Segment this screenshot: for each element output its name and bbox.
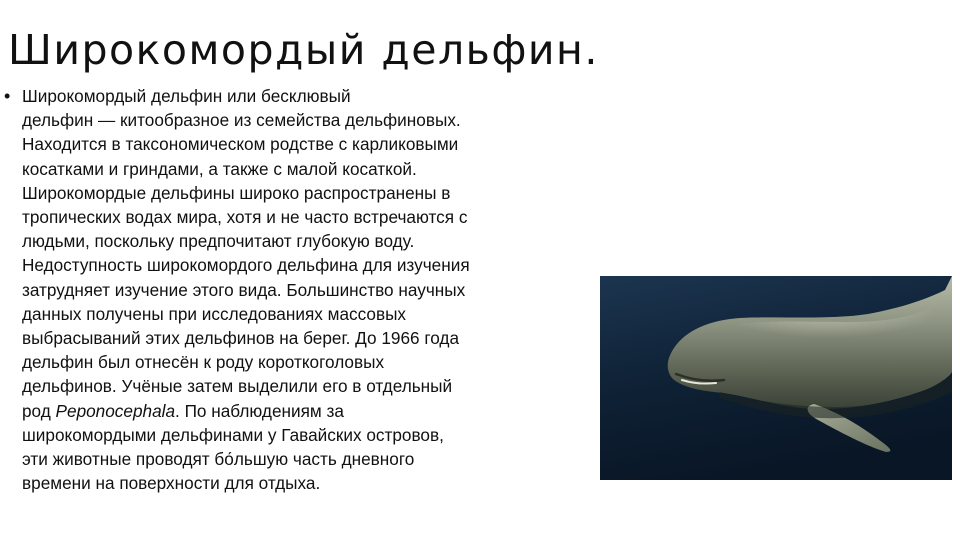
text-line-14 (22, 399, 579, 423)
text-line-2: дельфин — китообразное из семейства дельфиновых. (22, 110, 461, 131)
text-line-7: людьми, поскольку предпочитают глубокую воду. (22, 231, 415, 252)
text-line-8: Недоступность широкомордого дельфина для изучения (22, 255, 470, 276)
text-line-15: широкомордыми дельфинами у Гавайских островов, (22, 424, 444, 445)
text-line-1: Широкомордый дельфин или бесклювый (22, 86, 351, 106)
text-line-11: выбрасываний этих дельфинов на берег. До 1966 года (22, 328, 460, 349)
text-line-5: Широкомордые дельфины широко распространены в (22, 182, 451, 203)
text-line-14-before: род (22, 400, 56, 421)
text-line-14-after: . По наблюдениям за (175, 400, 344, 421)
text-line-13: дельфинов. Учёные затем выделили его в отдельный (22, 376, 453, 397)
bullet-item (4, 84, 579, 495)
genus-name: Peponocephala (55, 400, 176, 421)
text-line-16: эти животные проводят бо́льшую часть дневного (22, 449, 415, 470)
bullet-paragraph (22, 84, 579, 495)
text-line-6: тропических водах мира, хотя и не часто встречаются с (22, 207, 468, 228)
slide-title: Широкомордый дельфин. (8, 26, 599, 74)
text-line-9: затрудняет изучение этого вида. Большинство научных (22, 279, 466, 300)
text-line-17: времени на поверхности для отдыха. (22, 473, 321, 494)
text-line-3: Находится в таксономическом родстве с карликовыми (22, 134, 459, 155)
text-line-4: косатками и гриндами, а также с малой косаткой. (22, 158, 417, 179)
bullet-marker: • (4, 86, 11, 106)
text-line-10: данных получены при исследованиях массовых (22, 303, 407, 324)
dolphin-photo (600, 276, 952, 480)
text-line-12: дельфин был отнесён к роду короткоголовых (22, 352, 385, 373)
